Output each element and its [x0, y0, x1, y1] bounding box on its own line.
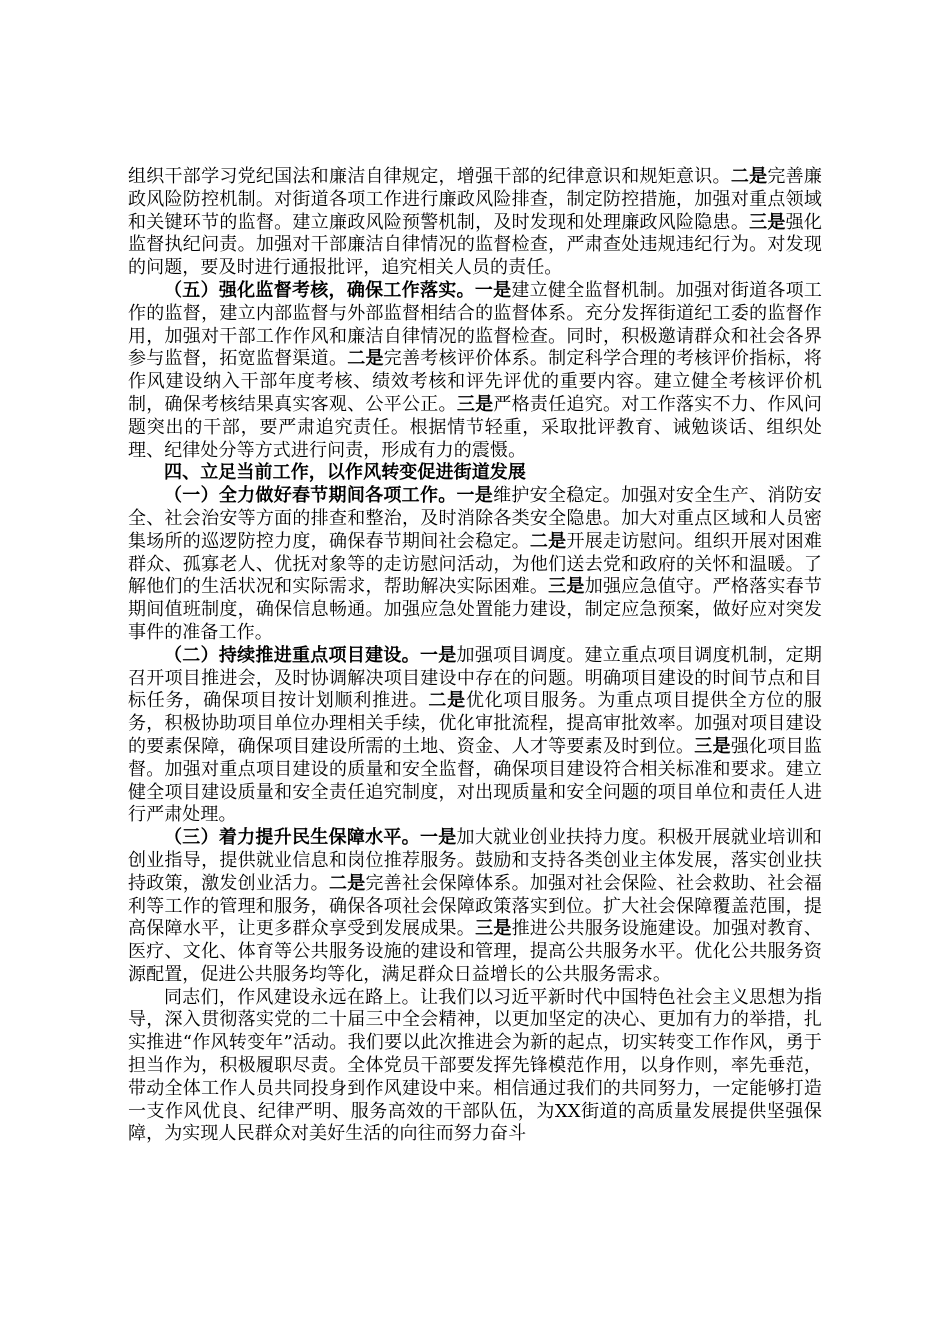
- bold-text-run: 三是: [456, 393, 494, 415]
- text-run: 严格责任追究。对工作落实不力、作风问题突出的干部，要严肃追究责任。根据情节轻重，采取批评教育、诫勉谈话、组织处理、纪律处分等方式进行问责，形成有力的震慑。: [128, 393, 822, 461]
- paragraph-subsection-3: [128, 827, 822, 987]
- text-run: 加强项目调度。建立重点项目调度机制，定期召开项目推进会，及时协调解决项目建设中存在的问题。明确项目建设的时间节点和目标任务，确保项目按计划顺利推进。: [128, 644, 823, 712]
- text-run: 推进公共服务设施建设。加强对教育、医疗、文化、体育等公共服务设施的建设和管理，提高公共服务水平。优化公共服务资源配置，促进公共服务均等化，满足群众日益增长的公共服务需求。: [128, 918, 822, 985]
- bold-text-run: （五）强化监督考核，确保工作落实。: [164, 279, 475, 301]
- bold-text-run: 一是: [419, 827, 457, 849]
- text-run: 建立健全监督机制。加强对街道各项工作的监督，建立内部监督与外部监督相结合的监督体系。充分发挥街道纪工委的监督作用，加强对干部工作作风和廉洁自律情况的监督检查。同时，积极邀请群众和社会各界参与监督，拓宽监督渠道。: [128, 279, 823, 370]
- paragraph-subsection-2: [128, 645, 822, 827]
- bold-text-run: 二是: [730, 166, 768, 187]
- paragraph-subsection-1: [128, 485, 822, 645]
- bold-text-run: 一是: [419, 644, 457, 666]
- paragraph-continuation: [128, 166, 822, 280]
- section-heading-4: [128, 462, 822, 485]
- text-run: 完善廉政风险防控机制。对街道各项工作进行廉政风险排查，制定防控措施，加强对重点领域和关键环节的监督。建立廉政风险预警机制，及时发现和处理廉政风险隐患。: [128, 166, 823, 233]
- text-run: 维护安全稳定。加强对安全生产、消防安全、社会治安等方面的排查和整治，及时消除各类安全隐患。加大对重点区域和人员密集场所的巡逻防控力度，确保春节期间社会稳定。: [128, 485, 822, 552]
- paragraph-closing: [128, 987, 822, 1147]
- bold-text-run: 二是: [328, 872, 366, 894]
- text-run: 组织干部学习党纪国法和廉洁自律规定，增强干部的纪律意识和规矩意识。: [128, 166, 731, 187]
- text-run: 强化监督执纪问责。加强对干部廉洁自律情况的监督检查，严肃查处违规违纪行为。对发现的问题，要及时进行通报批评，追究相关人员的责任。: [128, 211, 823, 279]
- text-run: 完善考核评价体系。制定科学合理的考核评价指标，将作风建设纳入干部年度考核、绩效考核和评先评优的重要内容。建立健全考核评价机制，确保考核结果真实客观、公平公正。: [128, 348, 823, 415]
- bold-text-run: 三是: [694, 735, 731, 757]
- paragraph-section-5: [128, 280, 822, 462]
- bold-text-run: 三是: [749, 211, 786, 233]
- bold-text-run: 一是: [474, 279, 512, 301]
- text-run: 强化项目监督。加强对重点项目建设的质量和安全监督，确保项目建设符合相关标准和要求。建立健全项目建设质量和安全责任追究制度，对出现质量和安全问题的项目单位和责任人进行严肃处理。: [128, 735, 822, 826]
- bold-text-run: 二是: [347, 348, 384, 370]
- bold-text-run: 三是: [475, 918, 512, 940]
- bold-text-run: 一是: [456, 485, 494, 507]
- bold-text-run: 二是: [529, 530, 567, 552]
- text-run: 加强应急值守。严格落实春节期间值班制度，确保信息畅通。加强应急处置能力建设，制定应急预案，做好应对突发事件的准备工作。: [128, 576, 822, 643]
- bold-text-run: （一）全力做好春节期间各项工作。: [164, 485, 457, 507]
- bold-text-run: （三）着力提升民生保障水平。: [164, 827, 420, 849]
- text-run: 完善社会保障体系。加强对社会保险、社会救助、社会福利等工作的管理和服务，确保各项社会保障政策落实到位。扩大社会保障覆盖范围，提高保障水平，让更多群众享受到发展成果。: [128, 872, 823, 940]
- text-run: 优化项目服务。为重点项目提供全方位的服务，积极协助项目单位办理相关手续，优化审批流程，提高审批效率。加强对项目建设的要素保障，确保项目建设所需的土地、资金、人才等要素及时到位。: [128, 690, 822, 757]
- bold-text-run: 三是: [548, 576, 585, 598]
- text-run: 加大就业创业扶持力度。积极开展就业培训和创业指导，提供就业信息和岗位推荐服务。鼓励和支持各类创业主体发展，落实创业扶持政策，激发创业活力。: [128, 827, 823, 894]
- text-run: 同志们，作风建设永远在路上。让我们以习近平新时代中国特色社会主义思想为指导，深入贯彻落实党的二十届三中全会精神，以更加坚定的决心、更加有力的举措，扎实推进“作风转变年”活动。我们要以此次推进会为新的起点，切实转变工作作风，勇于担当作为，积极履职尽责。全体党员干部要发挥先锋模范作用，以身作则，率先垂范，带动全体工作人员共同投身到作风建设中来。相信通过我们的共同努力，一定能够打造一支作风优良、纪律严明、服务高效的干部队伍，为XX街道的高质量发展提供坚强保障，为实现人民群众对美好生活的向往而努力奋斗: [128, 986, 822, 1145]
- bold-text-run: 二是: [428, 690, 466, 712]
- bold-text-run: 四、立足当前工作，以作风转变促进街道发展: [164, 462, 526, 484]
- bold-text-run: （二）持续推进重点项目建设。: [164, 644, 420, 666]
- text-run: 开展走访慰问。组织开展对困难群众、孤寡老人、优抚对象等的走访慰问活动，为他们送去党和政府的关怀和温暖。了解他们的生活状况和实际需求，帮助解决实际困难。: [128, 530, 823, 598]
